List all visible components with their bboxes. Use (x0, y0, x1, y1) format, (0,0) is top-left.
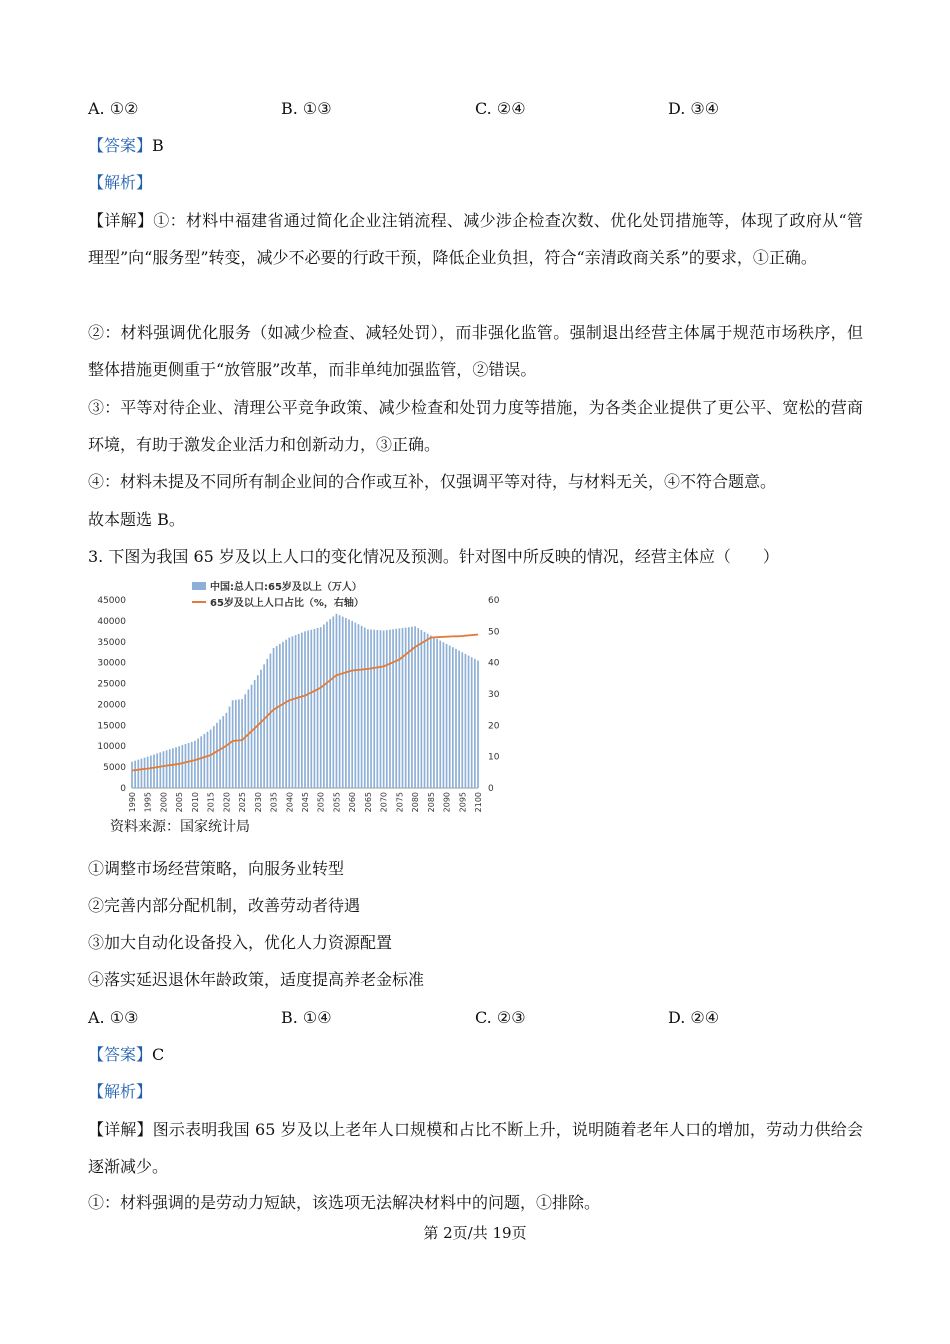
x-tick-2040: 2040 (285, 792, 295, 813)
q3-option-d[interactable]: D. ②④ (668, 1008, 720, 1027)
bar-2045 (304, 631, 306, 788)
bar-2025 (241, 699, 243, 788)
bar-2055 (336, 614, 338, 788)
bar-2027 (248, 689, 250, 788)
bar-2094 (458, 651, 460, 788)
bar-2066 (370, 629, 372, 788)
bar-2010 (194, 741, 196, 788)
bar-2052 (326, 622, 328, 788)
x-tick-2025: 2025 (238, 792, 248, 813)
bar-2091 (449, 646, 451, 788)
bar-2026 (244, 694, 246, 788)
bar-2028 (251, 685, 253, 788)
bar-2090 (446, 644, 448, 788)
x-tick-2045: 2045 (301, 792, 310, 813)
bar-2097 (468, 656, 470, 788)
x-tick-2095: 2095 (458, 792, 468, 813)
bar-2070 (383, 630, 385, 788)
q3-detail-p1 (88, 1111, 863, 1185)
bar-2041 (292, 636, 294, 788)
bar-2023 (235, 700, 237, 788)
legend-label-bars: 中国:总人口:65岁及以上（万人） (210, 582, 362, 593)
bar-2036 (276, 646, 278, 788)
bar-2031 (260, 670, 262, 788)
bar-2065 (367, 629, 369, 788)
x-tick-2070: 2070 (379, 792, 389, 813)
bar-2038 (282, 642, 284, 788)
bar-2085 (430, 636, 432, 788)
bar-2014 (207, 732, 209, 788)
bar-2018 (219, 719, 221, 788)
bar-1991 (134, 761, 136, 788)
bar-2005 (178, 746, 180, 788)
x-tick-2005: 2005 (175, 792, 185, 813)
x-tick-2050: 2050 (316, 792, 326, 813)
q2-option-a[interactable]: A. ①② (88, 99, 139, 118)
q3-option-a[interactable]: A. ①③ (88, 1008, 139, 1027)
x-tick-2000: 2000 (159, 792, 169, 813)
x-tick-2075: 2075 (395, 792, 405, 813)
bar-2087 (436, 639, 438, 788)
y-right-tick-30: 30 (488, 690, 500, 700)
bar-2077 (405, 628, 407, 788)
q2-analysis-tag: 【解析】 (88, 173, 153, 192)
bar-2067 (373, 630, 375, 788)
bar-2020 (226, 713, 228, 788)
bar-2037 (279, 644, 281, 788)
bar-2034 (270, 653, 272, 788)
q3-p2: ①：材料强调的是劳动力短缺，该选项无法解决材料中的问题，①排除。 (88, 1193, 601, 1212)
bar-2075 (399, 628, 401, 788)
bar-2013 (203, 734, 205, 788)
bar-2072 (389, 630, 391, 788)
bar-2061 (354, 623, 356, 788)
bar-2063 (361, 626, 363, 788)
chart-source: 资料来源：国家统计局 (110, 819, 250, 835)
bar-2069 (380, 630, 382, 788)
x-tick-1995: 1995 (143, 792, 153, 813)
bar-2064 (364, 628, 366, 788)
y-right-tick-0: 0 (488, 784, 494, 794)
bar-2084 (427, 634, 429, 788)
bar-2100 (477, 661, 479, 788)
bar-2060 (351, 621, 353, 788)
bar-2039 (285, 640, 287, 788)
bar-2058 (345, 618, 347, 788)
bar-2019 (222, 716, 224, 788)
x-tick-2100: 2100 (474, 792, 483, 813)
bar-1999 (159, 752, 161, 788)
bar-1990 (131, 762, 133, 788)
x-tick-2010: 2010 (190, 792, 200, 813)
y-right-tick-20: 20 (488, 721, 500, 732)
bar-2009 (191, 742, 193, 788)
q2-detail-p1 (88, 202, 863, 276)
bar-2080 (414, 626, 416, 788)
bar-2046 (307, 630, 309, 788)
bar-2004 (175, 747, 177, 788)
bar-1995 (147, 757, 149, 788)
y-left-tick-35000: 35000 (97, 637, 126, 648)
x-tick-2080: 2080 (411, 792, 421, 813)
bar-2086 (433, 637, 435, 788)
bar-2056 (339, 615, 341, 788)
bar-2006 (181, 745, 183, 788)
x-tick-2020: 2020 (222, 792, 232, 813)
bar-2040 (288, 638, 290, 788)
q3-item-1: ①调整市场经营策略，向服务业转型 (88, 859, 345, 878)
bar-2033 (266, 659, 268, 788)
y-right-tick-60: 60 (488, 596, 500, 606)
bar-2076 (402, 628, 404, 788)
x-tick-2090: 2090 (442, 792, 452, 813)
bar-2099 (474, 659, 476, 788)
q2-answer-line (88, 135, 164, 157)
bar-2093 (455, 649, 457, 788)
population-chart (88, 574, 508, 824)
q3-item-2: ②完善内部分配机制，改善劳动者待遇 (88, 896, 361, 915)
x-tick-2065: 2065 (363, 792, 373, 813)
bar-2098 (471, 657, 473, 788)
bar-1994 (144, 758, 146, 788)
x-tick-2015: 2015 (206, 792, 216, 813)
bar-2048 (314, 629, 316, 788)
bar-2012 (200, 736, 202, 788)
q3-item-3: ③加大自动化设备投入，优化人力资源配置 (88, 933, 393, 952)
bar-2074 (395, 629, 397, 788)
bar-2021 (229, 707, 231, 788)
bar-2088 (439, 641, 441, 788)
bar-2096 (465, 654, 467, 788)
q2-p3: ③：平等对待企业、清理公平竞争政策、减少检查和处罚力度等措施，为各类企业提供了更公平、宽松的营商环境，有助于激发企业活力和创新动力，③正确。 (88, 398, 863, 454)
y-left-tick-15000: 15000 (97, 721, 126, 732)
y-right-tick-10: 10 (488, 752, 500, 763)
bar-2073 (392, 629, 394, 788)
q2-p4: ④：材料未提及不同所有制企业间的合作或互补，仅强调平等对待，与材料无关，④不符合题意。 (88, 472, 777, 491)
q2-answer: B (152, 136, 164, 155)
bar-2047 (310, 630, 312, 788)
bar-1992 (137, 760, 139, 788)
q2-option-c[interactable]: C. ②④ (475, 99, 526, 118)
bar-2003 (172, 748, 174, 788)
y-right-tick-50: 50 (488, 627, 500, 638)
bar-2029 (254, 680, 256, 788)
x-tick-2055: 2055 (332, 792, 342, 813)
population-chart-svg (88, 574, 508, 824)
q2-option-b[interactable]: B. ①③ (281, 99, 332, 118)
q3-option-b[interactable]: B. ①④ (281, 1008, 332, 1027)
bar-1998 (156, 753, 158, 788)
answer-tag: 【答案】 (88, 136, 153, 155)
bar-2068 (376, 630, 378, 788)
bar-2062 (358, 624, 360, 788)
bar-2089 (443, 642, 445, 788)
bar-2049 (317, 628, 319, 788)
bar-2032 (263, 664, 265, 788)
bar-2082 (421, 630, 423, 788)
q3-answer-line (88, 1044, 164, 1066)
page-footer: 第 2页/共 19页 (423, 1224, 527, 1242)
legend-bar-swatch (192, 582, 206, 590)
bar-2081 (417, 628, 419, 788)
y-left-tick-5000: 5000 (103, 763, 126, 774)
bar-2011 (197, 739, 199, 788)
q3-answer: C (152, 1045, 165, 1064)
bar-2050 (320, 627, 322, 788)
q3-item-4: ④落实延迟退休年龄政策，适度提高养老金标准 (88, 970, 425, 989)
bar-2030 (257, 675, 259, 788)
bar-2008 (188, 743, 190, 788)
bar-2051 (323, 624, 325, 788)
bar-1996 (150, 756, 152, 788)
bar-2000 (163, 751, 165, 788)
y-left-tick-10000: 10000 (97, 742, 126, 753)
x-tick-2085: 2085 (426, 792, 436, 813)
q3-stem: 3. 下图为我国 65 岁及以上人口的变化情况及预测。针对图中所反映的情况，经营主体应（ ） (88, 547, 779, 566)
bar-2015 (210, 730, 212, 788)
bar-2095 (461, 652, 463, 788)
y-left-tick-25000: 25000 (97, 679, 126, 690)
x-tick-2030: 2030 (253, 792, 263, 813)
bar-2016 (213, 726, 215, 788)
y-left-tick-0: 0 (120, 784, 126, 794)
bar-2042 (295, 635, 297, 788)
bar-2083 (424, 632, 426, 788)
bar-2043 (298, 634, 300, 788)
legend-label-line: 65岁及以上人口占比（%，右轴） (210, 598, 364, 609)
bar-2053 (329, 619, 331, 788)
q2-conclusion: 故本题选 B。 (88, 510, 185, 529)
q3-detail-text: 图示表明我国 65 岁及以上老年人口规模和占比不断上升，说明随着老年人口的增加，劳动力供给会逐渐减少。 (88, 1120, 863, 1176)
y-right-tick-40: 40 (488, 658, 500, 669)
bar-2044 (301, 633, 303, 788)
detail-tag: 【详解】 (88, 1120, 153, 1139)
bar-1997 (153, 754, 155, 788)
bar-2059 (348, 619, 350, 788)
bar-1993 (141, 759, 143, 788)
bar-2022 (232, 700, 234, 788)
x-tick-2060: 2060 (348, 792, 358, 813)
bar-2092 (452, 647, 454, 788)
x-tick-1990: 1990 (128, 792, 137, 813)
bar-2035 (273, 648, 275, 788)
bar-2054 (332, 616, 334, 788)
bar-2017 (216, 723, 218, 788)
y-left-tick-45000: 45000 (97, 596, 126, 606)
detail-tag: 【详解】 (88, 211, 154, 230)
q2-option-d[interactable]: D. ③④ (668, 99, 720, 118)
bar-2001 (166, 750, 168, 788)
bar-2002 (169, 749, 171, 788)
bar-2007 (185, 744, 187, 788)
x-tick-2035: 2035 (269, 792, 279, 813)
q3-option-c[interactable]: C. ②③ (475, 1008, 526, 1027)
y-left-tick-20000: 20000 (97, 700, 126, 711)
q2-p2: ②：材料强调优化服务（如减少检查、减轻处罚），而非强化监管。强制退出经营主体属于规范市场秩序，但整体措施更侧重于“放管服”改革，而非单纯加强监管，②错误。 (88, 323, 863, 379)
q2-detail-text: ①：材料中福建省通过简化企业注销流程、减少涉企检查次数、优化处罚措施等，体现了政府从“管理型”向“服务型”转变，减少不必要的行政干预，降低企业负担，符合“亲清政商关系”的要求，①正确。 (88, 211, 863, 267)
bar-2071 (386, 630, 388, 788)
answer-tag: 【答案】 (88, 1045, 153, 1064)
y-left-tick-30000: 30000 (97, 658, 126, 669)
bar-2057 (342, 617, 344, 788)
y-left-tick-40000: 40000 (97, 616, 126, 627)
bar-2024 (238, 699, 240, 788)
q3-analysis-tag: 【解析】 (88, 1082, 153, 1101)
